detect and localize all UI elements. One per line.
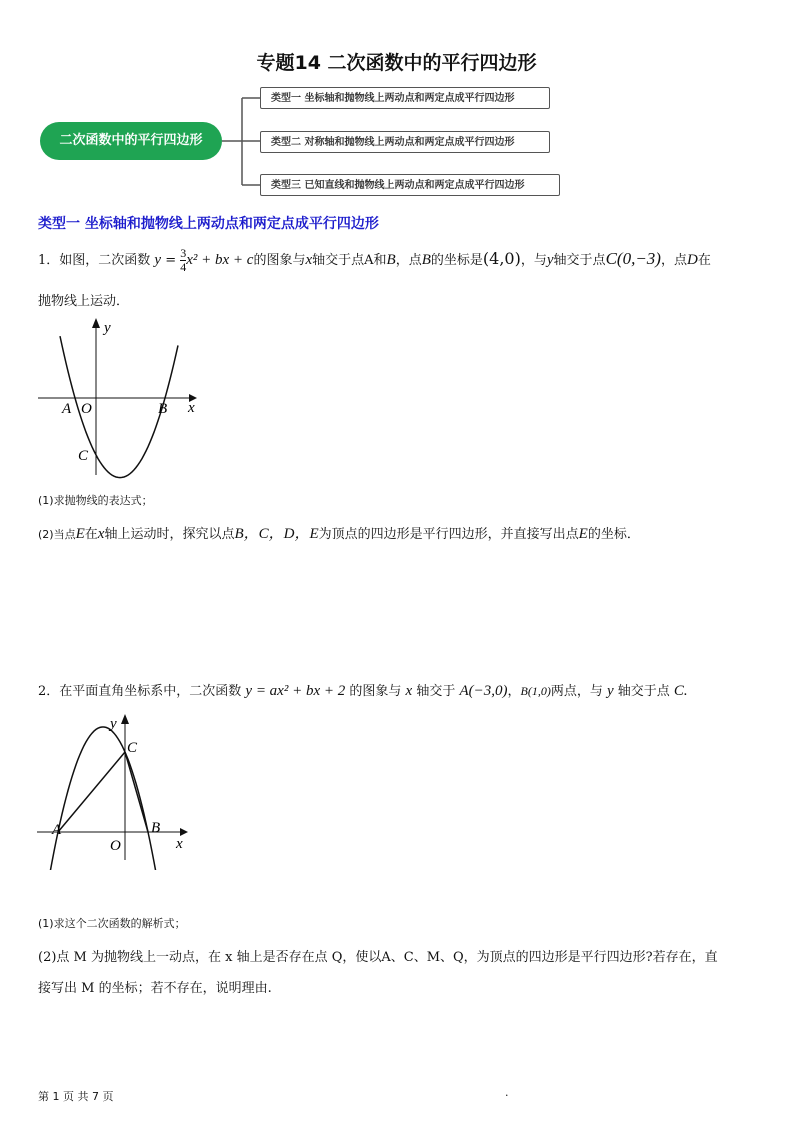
svg-text:A: A bbox=[52, 822, 62, 838]
svg-text:C: C bbox=[127, 740, 138, 756]
svg-text:A: A bbox=[62, 401, 72, 417]
svg-text:O: O bbox=[81, 401, 92, 417]
q2-part2-line2: 接写出 M 的坐标；若不存在，说明理由. bbox=[38, 981, 272, 996]
segment-cb bbox=[125, 752, 148, 832]
svg-text:y: y bbox=[110, 716, 117, 732]
q1-part1: (1)求抛物线的表达式； bbox=[38, 494, 153, 507]
page-footer: 第 1 页 共 7 页 bbox=[38, 1090, 114, 1103]
y-axis-arrow-icon bbox=[92, 318, 100, 328]
q2-stem: 2．在平面直角坐标系中，二次函数 y = ax² + bx + 2 的图象与 x 轴交于 A(−3,0)，B(1,0)两点，与 y 轴交于点 C. bbox=[38, 683, 688, 699]
q1-stem-line2: 抛物线上运动． bbox=[38, 294, 130, 309]
svg-text:y: y bbox=[104, 320, 111, 336]
q1-part2: (2)当点E在x轴上运动时，探究以点B，C，D，E为顶点的四边形是平行四边形，并直接写出点E的坐标． bbox=[38, 526, 640, 542]
svg-text:O: O bbox=[110, 838, 121, 854]
x-axis-arrow-icon bbox=[180, 828, 188, 836]
page-title: 专题14 二次函数中的平行四边形 bbox=[256, 52, 537, 74]
mindmap-branch-2: 类型二 对称轴和抛物线上两动点和两定点成平行四边形 bbox=[260, 131, 550, 153]
q2-part1: (1)求这个二次函数的解析式； bbox=[38, 917, 186, 930]
q2-part2-line1: (2)点 M 为抛物线上一动点，在 x 轴上是否存在点 Q，使以A、C、M、Q，为顶点的四边形是平行四边形?若存在，直 bbox=[38, 950, 718, 965]
svg-text:C: C bbox=[78, 448, 89, 464]
mindmap-branch-3: 类型三 已知直线和抛物线上两动点和两定点成平行四边形 bbox=[260, 174, 560, 196]
svg-text:x: x bbox=[188, 400, 195, 416]
mindmap-root: 二次函数中的平行四边形 bbox=[40, 122, 222, 160]
q1-figure bbox=[0, 300, 240, 490]
mindmap-branch-1: 类型一 坐标轴和抛物线上两动点和两定点成平行四边形 bbox=[260, 87, 550, 109]
q2-figure bbox=[0, 700, 240, 870]
footer-dot: . bbox=[505, 1086, 509, 1099]
section-heading: 类型一 坐标轴和抛物线上两动点和两定点成平行四边形 bbox=[38, 216, 379, 232]
parabola-curve bbox=[50, 727, 156, 870]
svg-text:x: x bbox=[176, 836, 183, 852]
fraction: $\frac{3}{4}$ bbox=[180, 246, 187, 274]
q1-stem: 1．如图，二次函数 y = $\frac{3}{4}$ x² + bx + c的图象与x轴交于点A和B，点B的坐标是(4,0)，与y轴交于点C(0,−3)，点D在 bbox=[38, 246, 711, 274]
svg-text:B: B bbox=[158, 401, 168, 417]
y-axis-arrow-icon bbox=[121, 714, 129, 724]
svg-text:B: B bbox=[151, 820, 161, 836]
